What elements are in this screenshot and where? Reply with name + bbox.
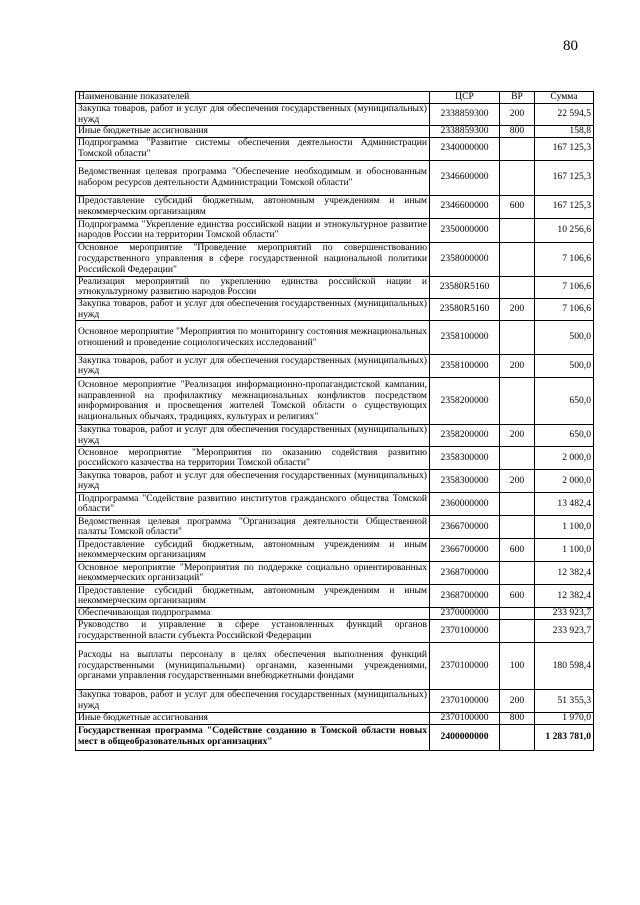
- table-row: [76, 539, 594, 562]
- row-vr: [500, 378, 535, 425]
- row-name: Основное мероприятие "Проведение мероприятий по совершенствованию государственного управления в сфере государственной национальной политики Российской Федерации": [76, 242, 430, 276]
- row-name: Основное мероприятие "Реализация информационно-пропагандистской кампании, направленной на профилактику межнациональных конфликтов посредством информирования и просвещения жителей Томской области о существующих национальных обычаях, традициях, культурах и религиях": [76, 378, 430, 425]
- row-sum: 12 382,4: [535, 562, 594, 585]
- row-vr: [500, 447, 535, 470]
- row-sum: 1 100,0: [535, 516, 594, 539]
- table-row: [76, 562, 594, 585]
- table-row: [76, 724, 594, 750]
- row-vr: 200: [500, 355, 535, 378]
- row-name: Закупка товаров, работ и услуг для обеспечения государственных (муниципальных) нужд: [76, 355, 430, 378]
- header-name: Наименование показателей: [76, 92, 430, 104]
- table-row: [76, 642, 594, 689]
- row-vr: [500, 276, 535, 298]
- row-sum: 7 106,6: [535, 298, 594, 320]
- row-name: Подпрограмма "Укрепление единства российской нации и этнокультурное развитие народов России на территории Томской области": [76, 218, 430, 242]
- row-name: Предоставление субсидий бюджетным, автономным учреждениям и иным некоммерческим организациям: [76, 585, 430, 608]
- row-sum: 1 283 781,0: [535, 724, 594, 750]
- row-name: Реализация мероприятий по укреплению единства российской нации и этнокультурному развитию народов России: [76, 276, 430, 298]
- table-row: [76, 195, 594, 218]
- row-csr: 2358300000: [430, 447, 500, 470]
- row-sum: 7 106,6: [535, 242, 594, 276]
- row-vr: [500, 608, 535, 620]
- header-vr: ВР: [500, 92, 535, 104]
- row-sum: 500,0: [535, 355, 594, 378]
- table-row: [76, 585, 594, 608]
- row-csr: 2366700000: [430, 516, 500, 539]
- row-vr: [500, 321, 535, 355]
- row-sum: 233 923,7: [535, 608, 594, 620]
- row-vr: 800: [500, 126, 535, 138]
- row-name: Основное мероприятие "Мероприятия по оказанию содействия развитию российского казачества на территории Томской области": [76, 447, 430, 470]
- row-sum: 167 125,3: [535, 195, 594, 218]
- row-csr: 2338859300: [430, 104, 500, 126]
- row-csr: 2358200000: [430, 425, 500, 447]
- row-name: Иные бюджетные ассигнования: [76, 712, 430, 724]
- table-row: [76, 218, 594, 242]
- row-vr: 600: [500, 585, 535, 608]
- row-csr: 2358100000: [430, 321, 500, 355]
- row-csr: 2340000000: [430, 137, 500, 160]
- row-sum: 158,8: [535, 126, 594, 138]
- row-sum: 12 382,4: [535, 585, 594, 608]
- row-sum: 650,0: [535, 378, 594, 425]
- row-csr: 2346600000: [430, 195, 500, 218]
- row-name: Закупка товаров, работ и услуг для обеспечения государственных (муниципальных) нужд: [76, 470, 430, 493]
- row-csr: 2368700000: [430, 585, 500, 608]
- row-csr: 2358200000: [430, 378, 500, 425]
- row-csr: 2350000000: [430, 218, 500, 242]
- row-name: Ведомственная целевая программа "Обеспечение необходимым и обоснованным набором ресурсов деятельности Администрации Томской области": [76, 160, 430, 195]
- table-row: [76, 242, 594, 276]
- row-csr: 2400000000: [430, 724, 500, 750]
- row-vr: [500, 160, 535, 195]
- row-sum: 650,0: [535, 425, 594, 447]
- row-vr: 600: [500, 539, 535, 562]
- header-sum: Сумма: [535, 92, 594, 104]
- row-name: Ведомственная целевая программа "Организация деятельности Общественной палаты Томской области": [76, 516, 430, 539]
- row-name: Подпрограмма "Развитие системы обеспечения деятельности Администрации Томской области": [76, 137, 430, 160]
- row-csr: 2358100000: [430, 355, 500, 378]
- budget-table: [75, 91, 594, 751]
- table-row: [76, 137, 594, 160]
- row-name: Закупка товаров, работ и услуг для обеспечения государственных (муниципальных) нужд: [76, 425, 430, 447]
- row-vr: 600: [500, 195, 535, 218]
- table-row: [76, 104, 594, 126]
- row-name: Основное мероприятие "Мероприятия по мониторингу состояния межнациональных отношений и проведение социологических исследований": [76, 321, 430, 355]
- table-row: [76, 493, 594, 516]
- row-name: Закупка товаров, работ и услуг для обеспечения государственных (муниципальных) нужд: [76, 298, 430, 320]
- row-sum: 167 125,3: [535, 137, 594, 160]
- table-row: [76, 470, 594, 493]
- row-name: Основное мероприятие "Мероприятия по поддержке социально ориентированных некоммерческих организаций": [76, 562, 430, 585]
- table-row: [76, 298, 594, 320]
- table-row: [76, 378, 594, 425]
- row-csr: 2370100000: [430, 642, 500, 689]
- row-sum: 233 923,7: [535, 619, 594, 642]
- table-header-row: [76, 92, 594, 104]
- row-vr: [500, 516, 535, 539]
- table-body: [76, 104, 594, 751]
- table-row: [76, 321, 594, 355]
- row-csr: 2366700000: [430, 539, 500, 562]
- row-name: Расходы на выплаты персоналу в целях обеспечения выполнения функций государственными (муниципальными) органами, казенными учреждениями, органами управления государственными внебюджетными фондами: [76, 642, 430, 689]
- table-row: [76, 712, 594, 724]
- row-vr: 200: [500, 104, 535, 126]
- row-name: Предоставление субсидий бюджетным, автономным учреждениям и иным некоммерческим организациям: [76, 195, 430, 218]
- row-csr: 2370100000: [430, 712, 500, 724]
- row-sum: 167 125,3: [535, 160, 594, 195]
- row-sum: 1 100,0: [535, 539, 594, 562]
- row-sum: 1 970,0: [535, 712, 594, 724]
- row-csr: 2358000000: [430, 242, 500, 276]
- row-vr: [500, 724, 535, 750]
- row-vr: 800: [500, 712, 535, 724]
- row-vr: 200: [500, 298, 535, 320]
- row-name: Иные бюджетные ассигнования: [76, 126, 430, 138]
- row-csr: 2370000000: [430, 608, 500, 620]
- row-vr: 200: [500, 425, 535, 447]
- row-name: Закупка товаров, работ и услуг для обеспечения государственных (муниципальных) нужд: [76, 104, 430, 126]
- row-csr: 2346600000: [430, 160, 500, 195]
- row-vr: 200: [500, 689, 535, 712]
- row-csr: 2360000000: [430, 493, 500, 516]
- row-vr: [500, 137, 535, 160]
- table-row: [76, 689, 594, 712]
- row-sum: 10 256,6: [535, 218, 594, 242]
- table-row: [76, 276, 594, 298]
- table-row: [76, 355, 594, 378]
- page-number: 80: [563, 38, 578, 54]
- table-row: [76, 160, 594, 195]
- row-csr: 23580R5160: [430, 298, 500, 320]
- row-vr: [500, 619, 535, 642]
- row-name: Предоставление субсидий бюджетным, автономным учреждениям и иным некоммерческим организациям: [76, 539, 430, 562]
- row-vr: 100: [500, 642, 535, 689]
- row-name: Закупка товаров, работ и услуг для обеспечения государственных (муниципальных) нужд: [76, 689, 430, 712]
- row-vr: [500, 242, 535, 276]
- row-name: Руководство и управление в сфере установленных функций органов государственной власти субъекта Российской Федерации: [76, 619, 430, 642]
- row-csr: 2368700000: [430, 562, 500, 585]
- table-row: [76, 608, 594, 620]
- row-vr: [500, 493, 535, 516]
- row-sum: 2 000,0: [535, 470, 594, 493]
- row-sum: 500,0: [535, 321, 594, 355]
- row-sum: 22 594,5: [535, 104, 594, 126]
- row-vr: [500, 218, 535, 242]
- table-row: [76, 447, 594, 470]
- table-row: [76, 619, 594, 642]
- table-row: [76, 516, 594, 539]
- row-csr: 2370100000: [430, 619, 500, 642]
- row-sum: 13 482,4: [535, 493, 594, 516]
- header-csr: ЦСР: [430, 92, 500, 104]
- row-csr: 2358300000: [430, 470, 500, 493]
- row-name: Государственная программа "Содействие созданию в Томской области новых мест в общеобразовательных организациях": [76, 724, 430, 750]
- row-csr: 23580R5160: [430, 276, 500, 298]
- table-row: [76, 425, 594, 447]
- row-sum: 2 000,0: [535, 447, 594, 470]
- table-row: [76, 126, 594, 138]
- row-vr: [500, 562, 535, 585]
- row-csr: 2370100000: [430, 689, 500, 712]
- row-vr: 200: [500, 470, 535, 493]
- row-sum: 180 598,4: [535, 642, 594, 689]
- row-sum: 7 106,6: [535, 276, 594, 298]
- row-name: Обеспечивающая подпрограмма: [76, 608, 430, 620]
- row-csr: 2338859300: [430, 126, 500, 138]
- row-name: Подпрограмма "Содействие развитию институтов гражданского общества Томской области": [76, 493, 430, 516]
- row-sum: 51 355,3: [535, 689, 594, 712]
